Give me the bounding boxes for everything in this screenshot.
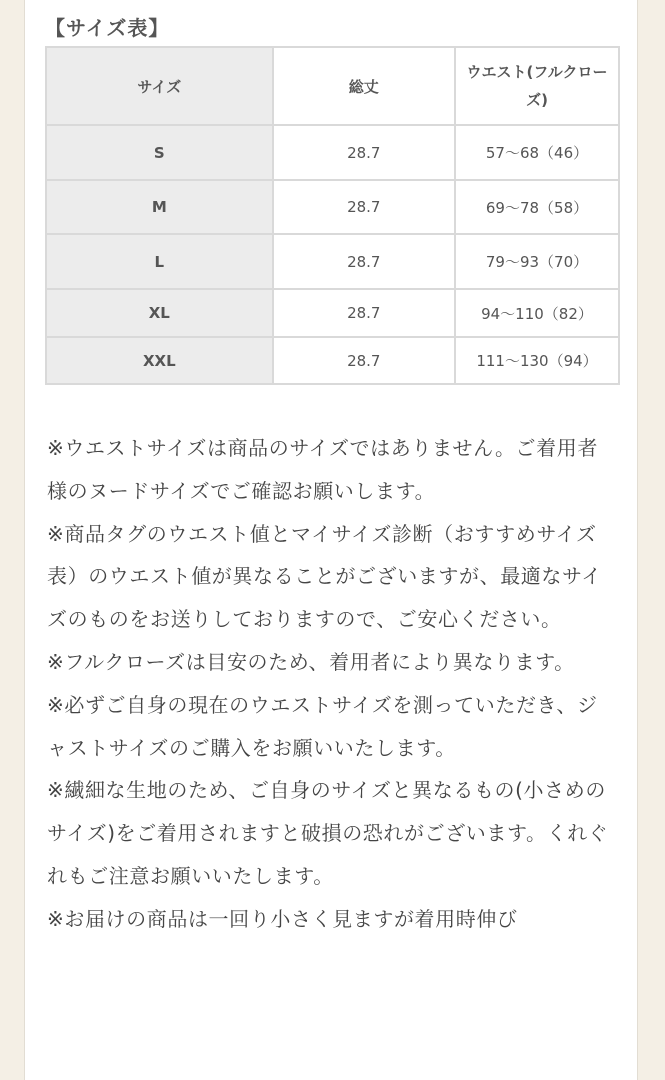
waist-cell: 94～110（82） (455, 289, 619, 337)
size-cell: M (46, 180, 273, 234)
table-row (46, 180, 619, 234)
section-title: 【サイズ表】 (45, 16, 170, 40)
waist-cell: 79～93（70） (455, 234, 619, 289)
length-cell: 28.7 (273, 234, 455, 289)
length-cell: 28.7 (273, 125, 455, 180)
waist-cell: 57～68（46） (455, 125, 619, 180)
content-panel (24, 0, 638, 1080)
waist-cell: 111～130（94） (455, 337, 619, 384)
size-cell: L (46, 234, 273, 289)
table-header-row (46, 47, 619, 125)
table-row (46, 234, 619, 289)
size-cell: XL (46, 289, 273, 337)
table-row (46, 289, 619, 337)
header-size: サイズ (46, 47, 273, 125)
size-cell: XXL (46, 337, 273, 384)
waist-cell: 69～78（58） (455, 180, 619, 234)
table-row (46, 125, 619, 180)
header-length: 総丈 (273, 47, 455, 125)
size-table (45, 46, 620, 385)
length-cell: 28.7 (273, 180, 455, 234)
size-cell: S (46, 125, 273, 180)
size-notes: ※ウエストサイズは商品のサイズではありません。ご着用者様のヌードサイズでご確認お願いします。 ※商品タグのウエスト値とマイサイズ診断（おすすめサイズ表）のウエスト値が異なることがございますが、最適なサイズのものをお送りしておりますので、ご安心ください。 ※フルクローズは目安のため、着用者により異なります。 ※必ずご自身の現在のウエストサイズを測っていただき、ジャストサイズのご購入をお願いいたします。 ※繊細な生地のため、ご自身のサイズと異なるもの(小さめのサイズ)をご着用されますと破損の恐れがございます。くれぐれもご注意お願いいたします。 ※お届けの商品は一回り小さく見ますが着用時伸び (47, 436, 609, 931)
length-cell: 28.7 (273, 289, 455, 337)
length-cell: 28.7 (273, 337, 455, 384)
table-row (46, 337, 619, 384)
header-waist: ウエスト(フルクローズ) (455, 47, 619, 125)
